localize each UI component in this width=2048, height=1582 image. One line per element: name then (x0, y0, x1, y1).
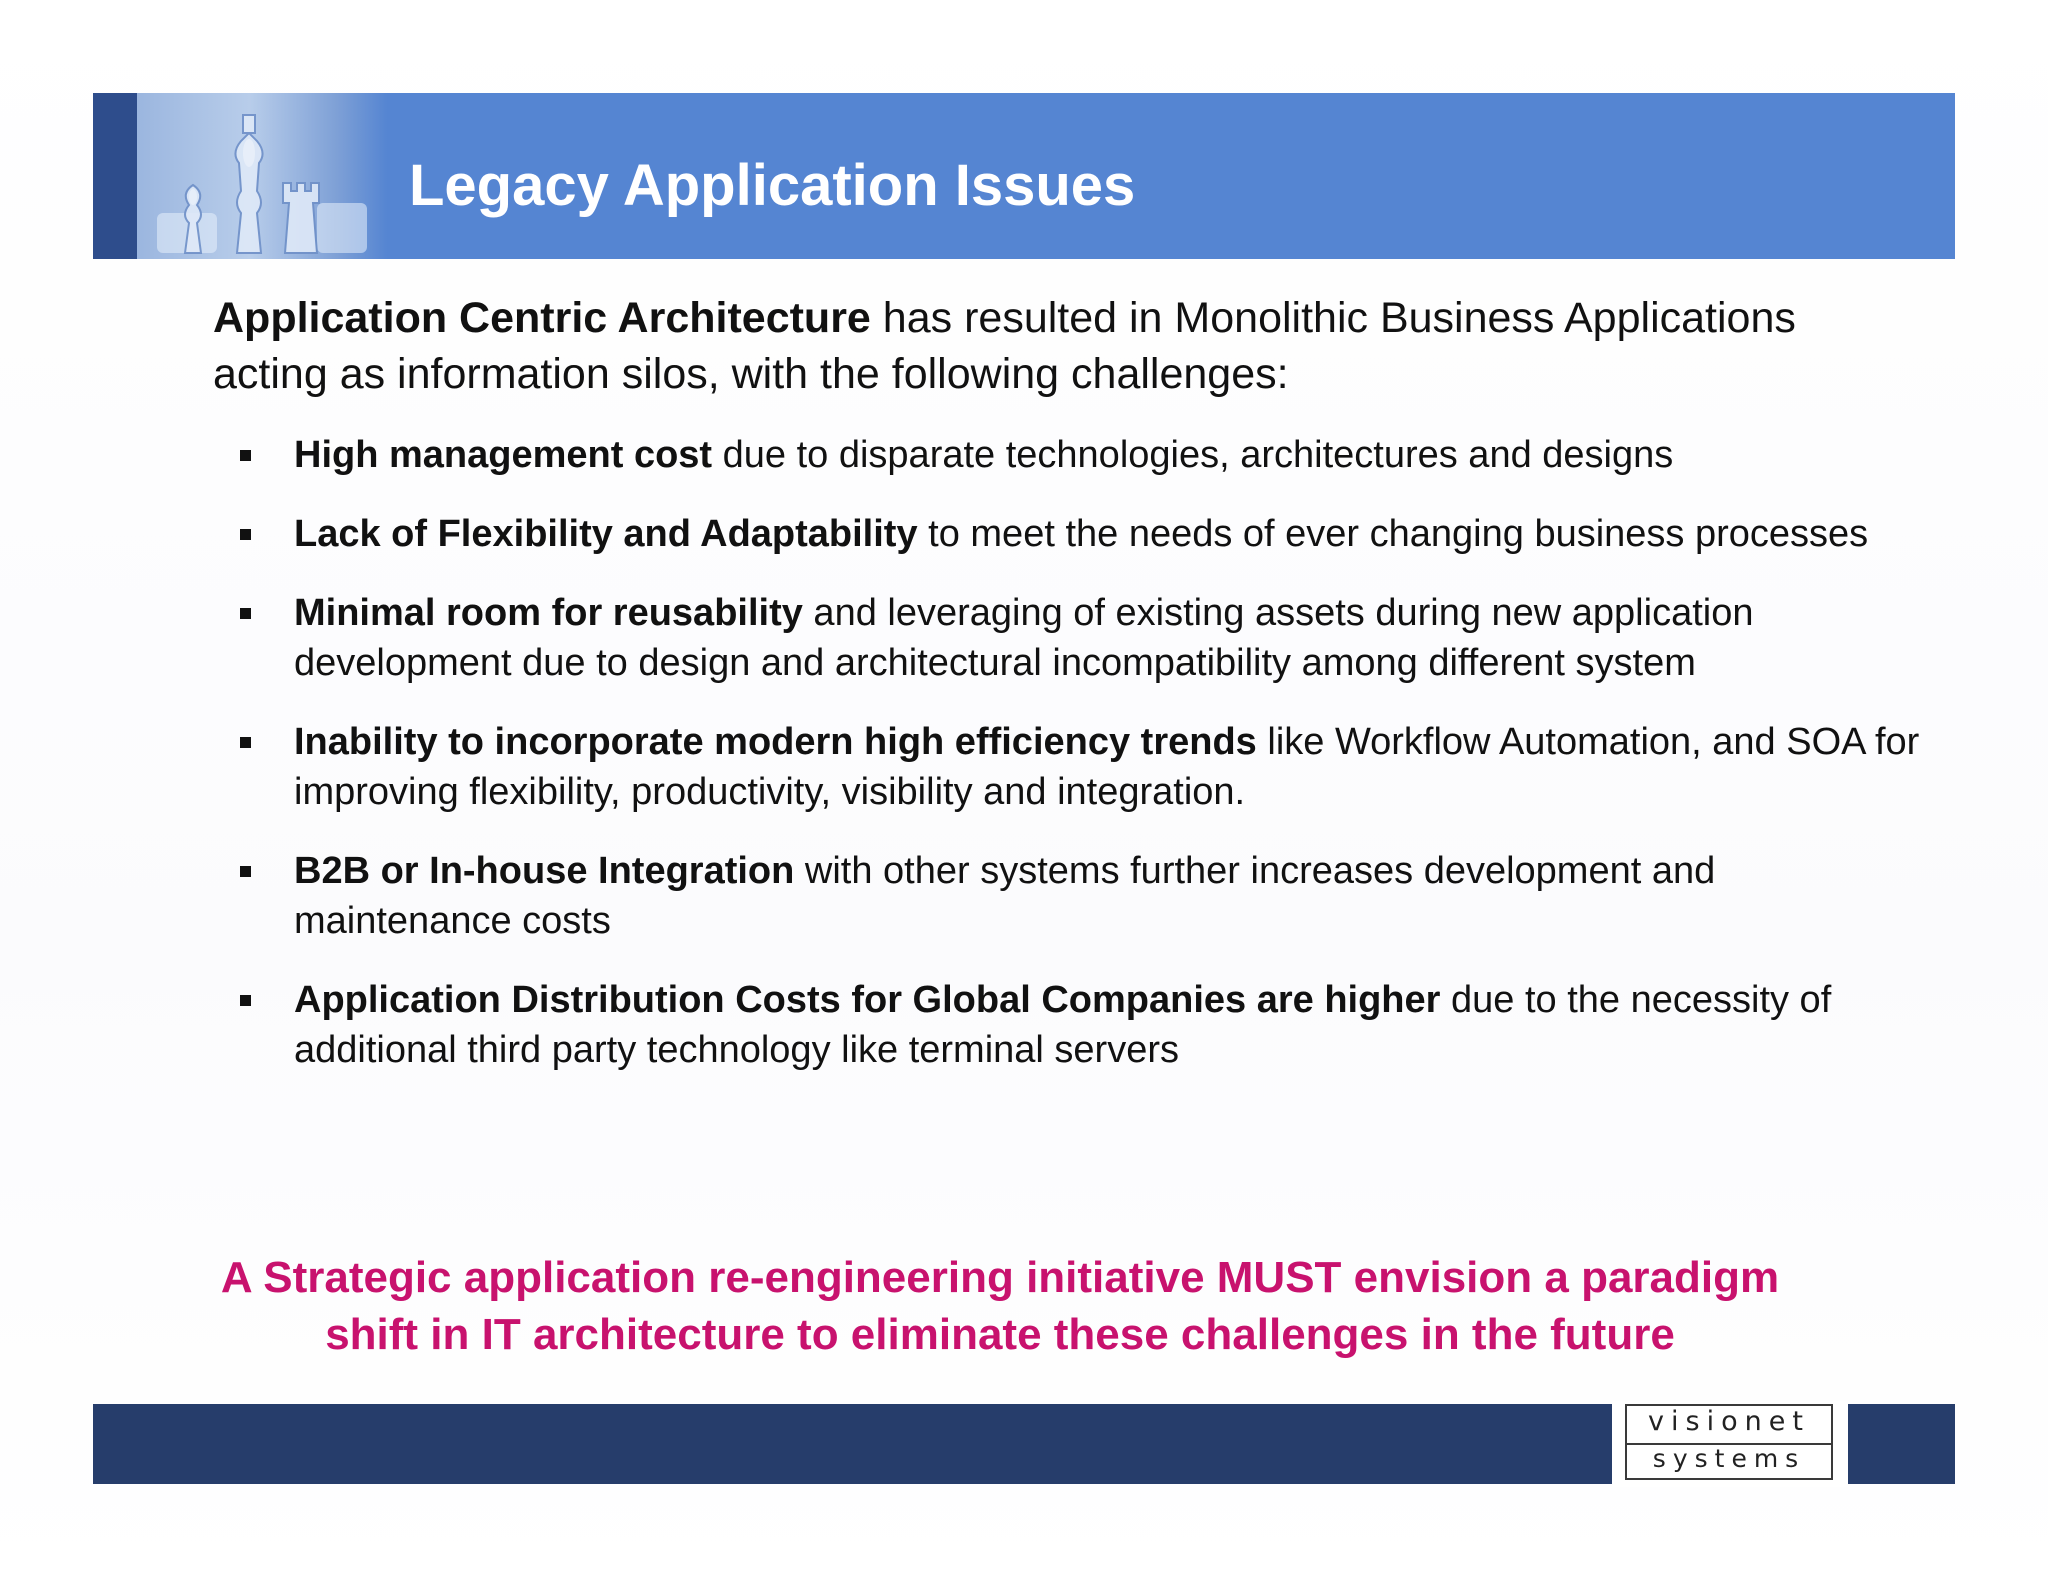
list-item-bold: Inability to incorporate modern high efficiency trends (294, 721, 1257, 763)
square-bullet-icon (240, 529, 251, 540)
page-title: Legacy Application Issues (409, 153, 1136, 218)
logo-line-1: visionet (1648, 1406, 1810, 1437)
intro-paragraph (213, 290, 1853, 402)
list-item (240, 430, 1920, 480)
list-item (240, 846, 1920, 946)
logo-frame (1625, 1404, 1833, 1480)
logo-line-2: systems (1652, 1444, 1806, 1473)
list-item (240, 975, 1920, 1075)
list-item-bold: High management cost (294, 434, 713, 476)
header-band (93, 93, 1955, 259)
intro-text: has resulted in Monolithic Business Applications acting as information silos, with the following challenges: (213, 294, 1796, 398)
square-bullet-icon (240, 866, 251, 877)
list-item-text: due to the necessity of additional third party technology like terminal servers (294, 979, 1832, 1071)
list-item-text: with other systems further increases development and maintenance costs (294, 850, 1716, 942)
list-item-text: like Workflow Automation, and SOA for improving flexibility, productivity, visibility and integration. (294, 721, 1920, 813)
callout-line-1: A Strategic application re-engineering initiative MUST envision a paradigm (220, 1253, 1780, 1302)
list-item-bold: B2B or In-house Integration (294, 850, 795, 892)
list-item (240, 717, 1920, 817)
callout-statement (150, 1249, 1850, 1363)
list-item-bold: Minimal room for reusability (294, 592, 803, 634)
list-item-bold: Lack of Flexibility and Adaptability (294, 513, 918, 555)
intro-bold: Application Centric Architecture (213, 294, 871, 342)
list-item-text: to meet the needs of ever changing business processes (917, 513, 1869, 555)
square-bullet-icon (240, 737, 251, 748)
list-item (240, 588, 1920, 688)
square-bullet-icon (240, 995, 251, 1006)
list-item (240, 509, 1920, 559)
list-item-text: and leveraging of existing assets during new application development due to design and architectural incompatibility among different system (294, 592, 1754, 684)
company-logo (1612, 1401, 1848, 1487)
list-item-text: due to disparate technologies, architectures and designs (712, 434, 1674, 476)
header-accent-bar (93, 93, 137, 259)
chess-pieces-image (137, 93, 387, 259)
challenges-list (240, 430, 1920, 1104)
callout-line-2: shift in IT architecture to eliminate these challenges in the future (325, 1310, 1675, 1359)
square-bullet-icon (240, 608, 251, 619)
list-item-bold: Application Distribution Costs for Global Companies are higher (294, 979, 1441, 1021)
square-bullet-icon (240, 450, 251, 461)
